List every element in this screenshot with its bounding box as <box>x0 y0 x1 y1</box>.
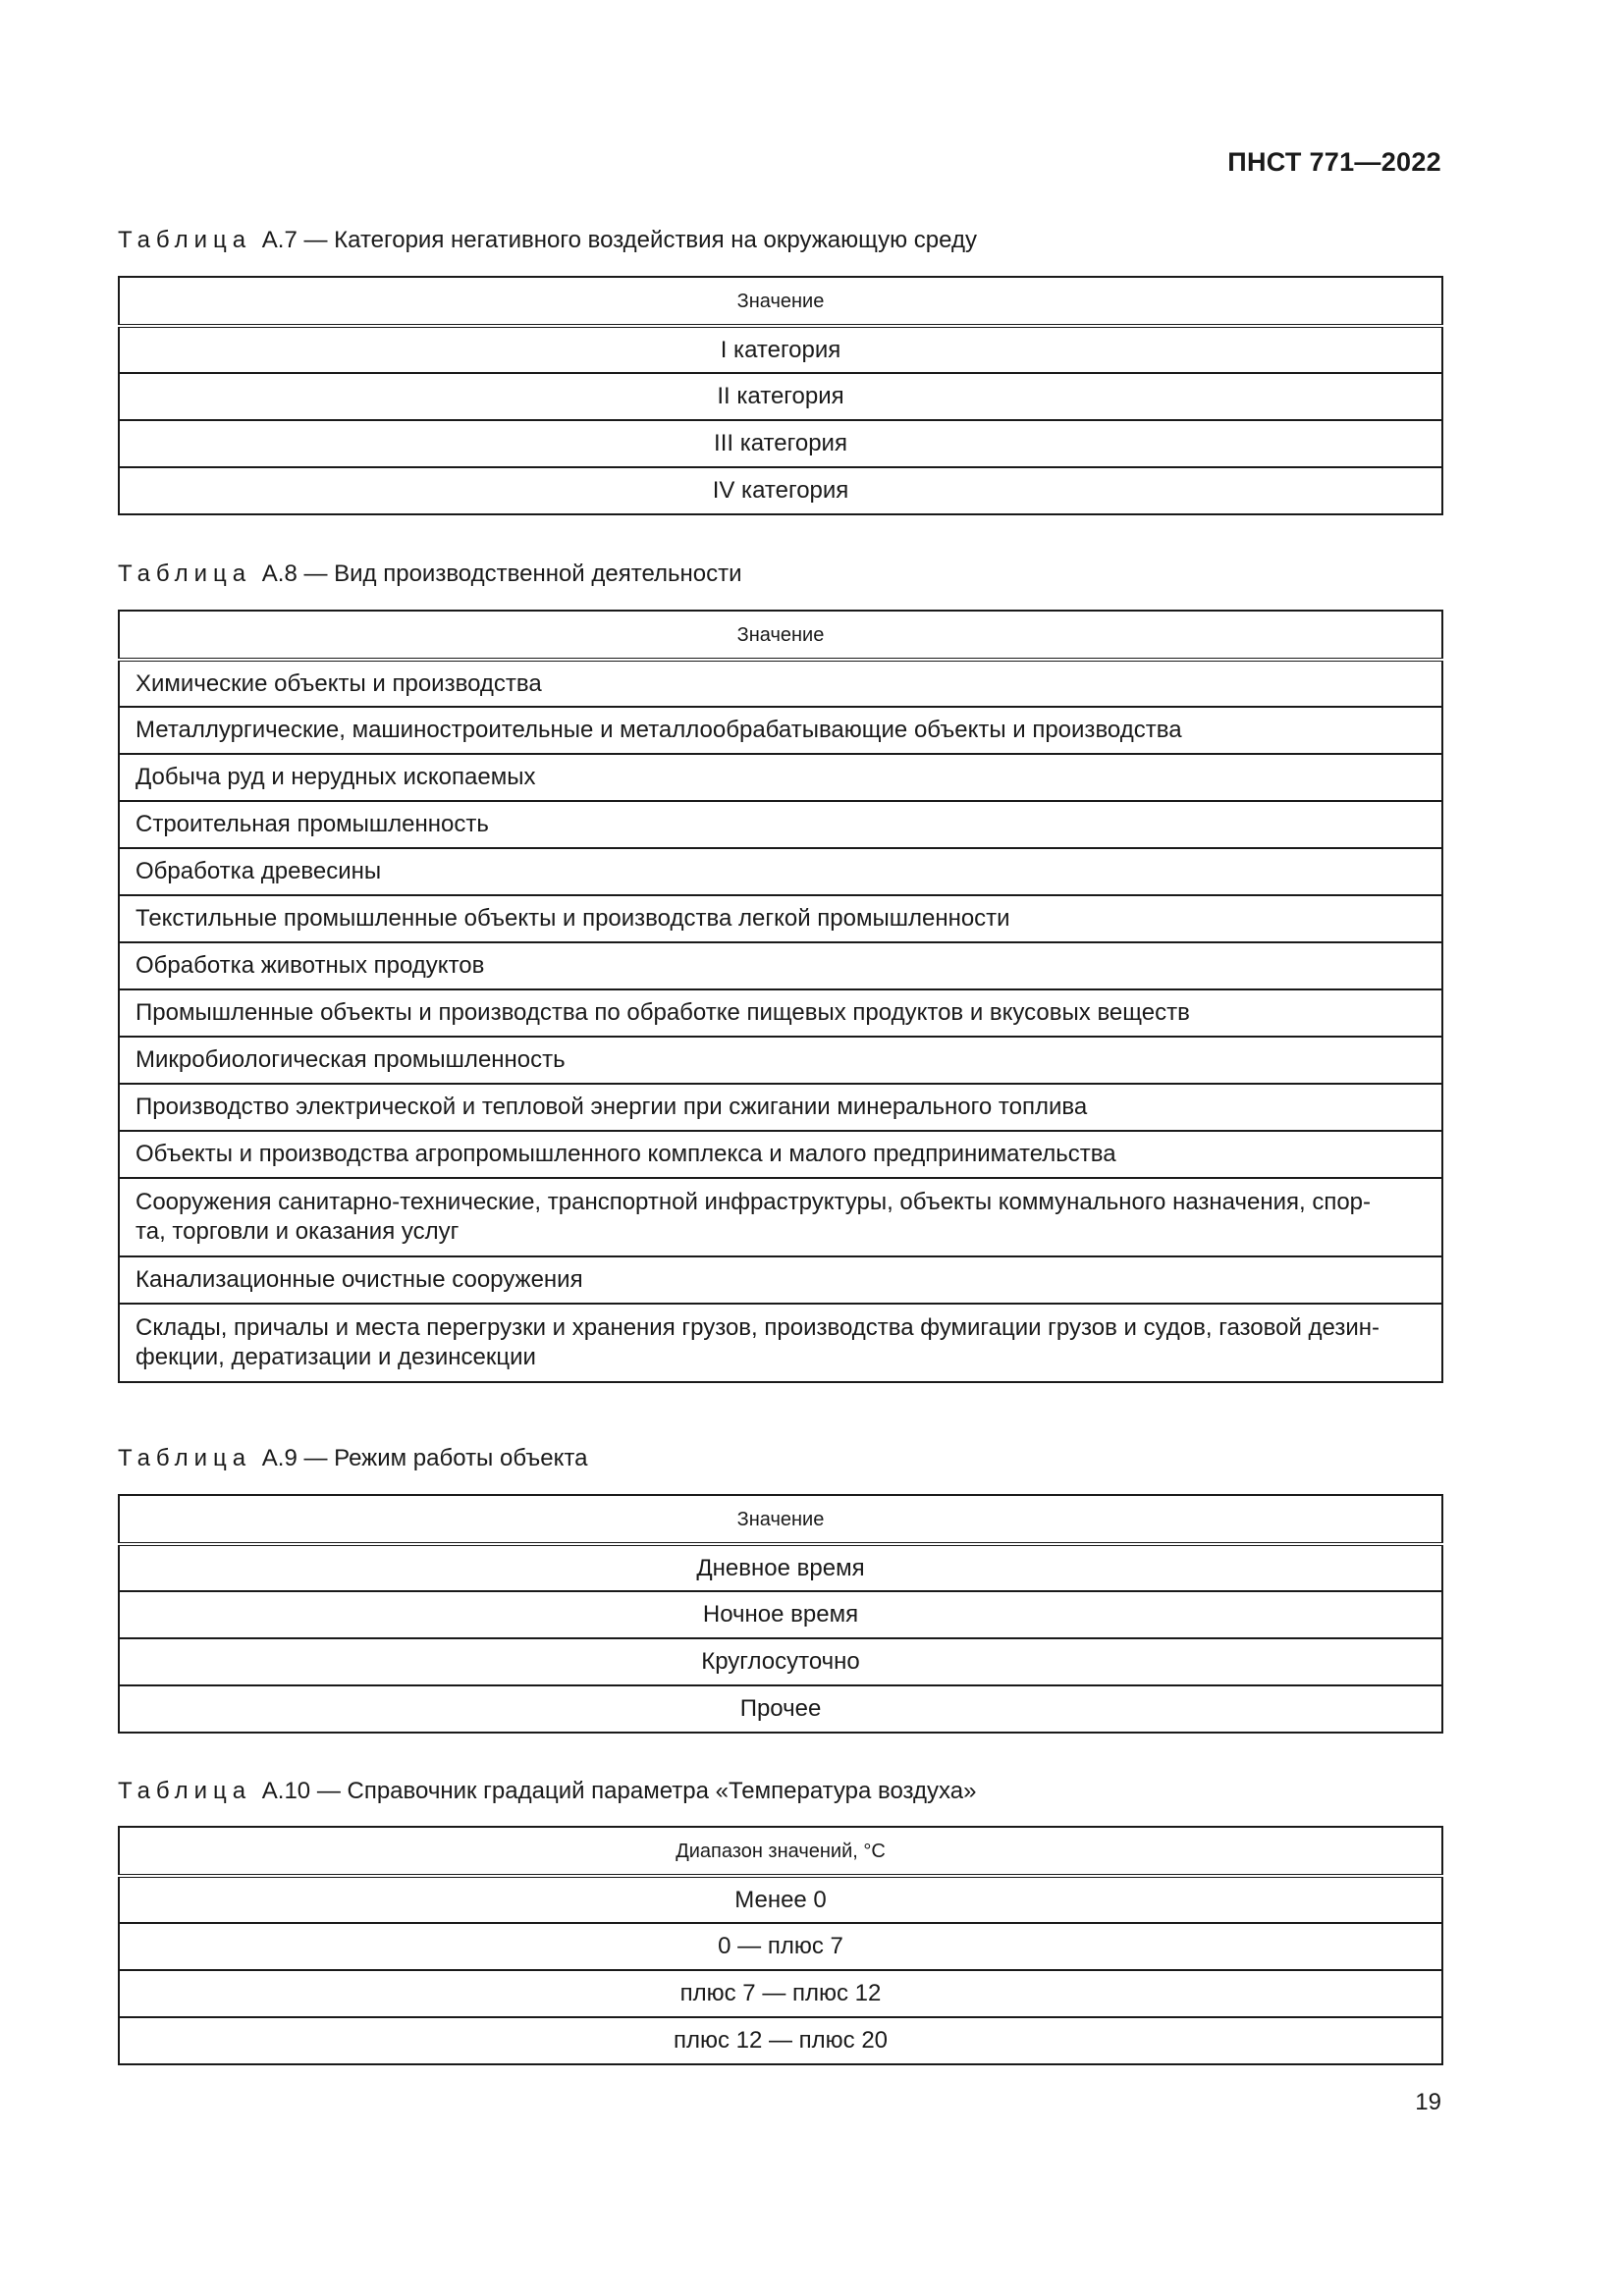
table-caption-text: А.7 — Категория негативного воздействия на окружающую среду <box>261 227 977 253</box>
table-row <box>119 660 1442 707</box>
table-row <box>119 1304 1442 1382</box>
page-number: 19 <box>1415 2089 1441 2115</box>
table-row <box>119 326 1442 373</box>
table-caption-word: Таблица <box>118 227 252 253</box>
table-cell: Менее 0 <box>119 1876 1442 1923</box>
table-row <box>119 1923 1442 1970</box>
table-row <box>119 1591 1442 1638</box>
table-cell: IV категория <box>712 477 849 504</box>
table-cell: Текстильные промышленные объекты и производства легкой промышленности <box>119 895 1442 942</box>
table-row <box>119 707 1442 754</box>
table-row <box>119 801 1442 848</box>
table-caption-text: А.8 — Вид производственной деятельности <box>261 561 742 587</box>
table-cell: Металлургические, машиностроительные и металлообрабатывающие объекты и производства <box>119 707 1442 754</box>
table-row <box>119 1178 1442 1256</box>
table-a7 <box>118 276 1443 515</box>
table-row <box>119 895 1442 942</box>
table-a9 <box>118 1494 1443 1734</box>
table-cell: Строительная промышленность <box>119 801 1442 848</box>
table-a8-caption <box>118 561 742 588</box>
table-header-cell: Значение <box>119 277 1442 326</box>
table-cell: Дневное время <box>119 1544 1442 1591</box>
table-cell: Промышленные объекты и производства по обработке пищевых продуктов и вкусовых веществ <box>119 989 1442 1037</box>
table-cell: Производство электрической и тепловой энергии при сжигании минерального топлива <box>119 1084 1442 1131</box>
table-row <box>119 2017 1442 2064</box>
table-a9-caption <box>118 1445 587 1472</box>
table-cell: Объекты и производства агропромышленного комплекса и малого предпринимательства <box>119 1131 1442 1178</box>
table-cell: Прочее <box>739 1695 822 1722</box>
table-caption-text: А.10 — Справочник градаций параметра «Температура воздуха» <box>261 1778 977 1804</box>
table-row <box>119 1685 1442 1733</box>
table-header-cell: Значение <box>119 611 1442 660</box>
table-row <box>119 754 1442 801</box>
table-cell: плюс 7 — плюс 12 <box>119 1970 1442 2017</box>
table-row <box>119 1131 1442 1178</box>
table-a10-caption <box>118 1778 976 1805</box>
table-caption-word: Таблица <box>118 1445 252 1471</box>
table-row <box>119 1084 1442 1131</box>
table-caption-word: Таблица <box>118 1778 252 1804</box>
table-a7-caption <box>118 227 977 254</box>
table-cell: плюс 12 — плюс 20 <box>673 2027 889 2054</box>
table-a10 <box>118 1826 1443 2065</box>
table-cell: Химические объекты и производства <box>119 660 1442 707</box>
table-cell: III категория <box>119 420 1442 467</box>
table-row <box>119 848 1442 895</box>
table-row <box>119 989 1442 1037</box>
table-row <box>119 420 1442 467</box>
table-cell: I категория <box>119 326 1442 373</box>
table-cell: Обработка животных продуктов <box>119 942 1442 989</box>
table-cell: Обработка древесины <box>119 848 1442 895</box>
table-header-cell: Значение <box>119 1495 1442 1544</box>
table-row <box>119 467 1442 514</box>
table-caption-word: Таблица <box>118 561 252 587</box>
table-row <box>119 1256 1442 1304</box>
table-row <box>119 1544 1442 1591</box>
table-cell: Микробиологическая промышленность <box>119 1037 1442 1084</box>
table-a8 <box>118 610 1443 1383</box>
table-header-cell: Диапазон значений, °С <box>119 1827 1442 1876</box>
table-cell: Круглосуточно <box>119 1638 1442 1685</box>
table-cell: Канализационные очистные сооружения <box>119 1256 1442 1304</box>
table-row <box>119 1876 1442 1923</box>
table-cell: Склады, причалы и места перегрузки и хранения грузов, производства фумигации грузов и судов, газовой дезин- фекции, дератизации и дезинсекции <box>135 1314 1380 1370</box>
table-row <box>119 1970 1442 2017</box>
table-row <box>119 1037 1442 1084</box>
table-cell: Сооружения санитарно-технические, транспортной инфраструктуры, объекты коммунального назначения, спор- та, торговли и оказания услуг <box>119 1178 1442 1256</box>
table-caption-text: А.9 — Режим работы объекта <box>261 1445 588 1471</box>
table-row <box>119 1638 1442 1685</box>
table-row <box>119 373 1442 420</box>
table-cell: Добыча руд и нерудных ископаемых <box>119 754 1442 801</box>
table-cell: II категория <box>119 373 1442 420</box>
table-cell: 0 — плюс 7 <box>119 1923 1442 1970</box>
table-cell: Ночное время <box>119 1591 1442 1638</box>
document-code: ПНСТ 771—2022 <box>1227 147 1441 177</box>
table-row <box>119 942 1442 989</box>
